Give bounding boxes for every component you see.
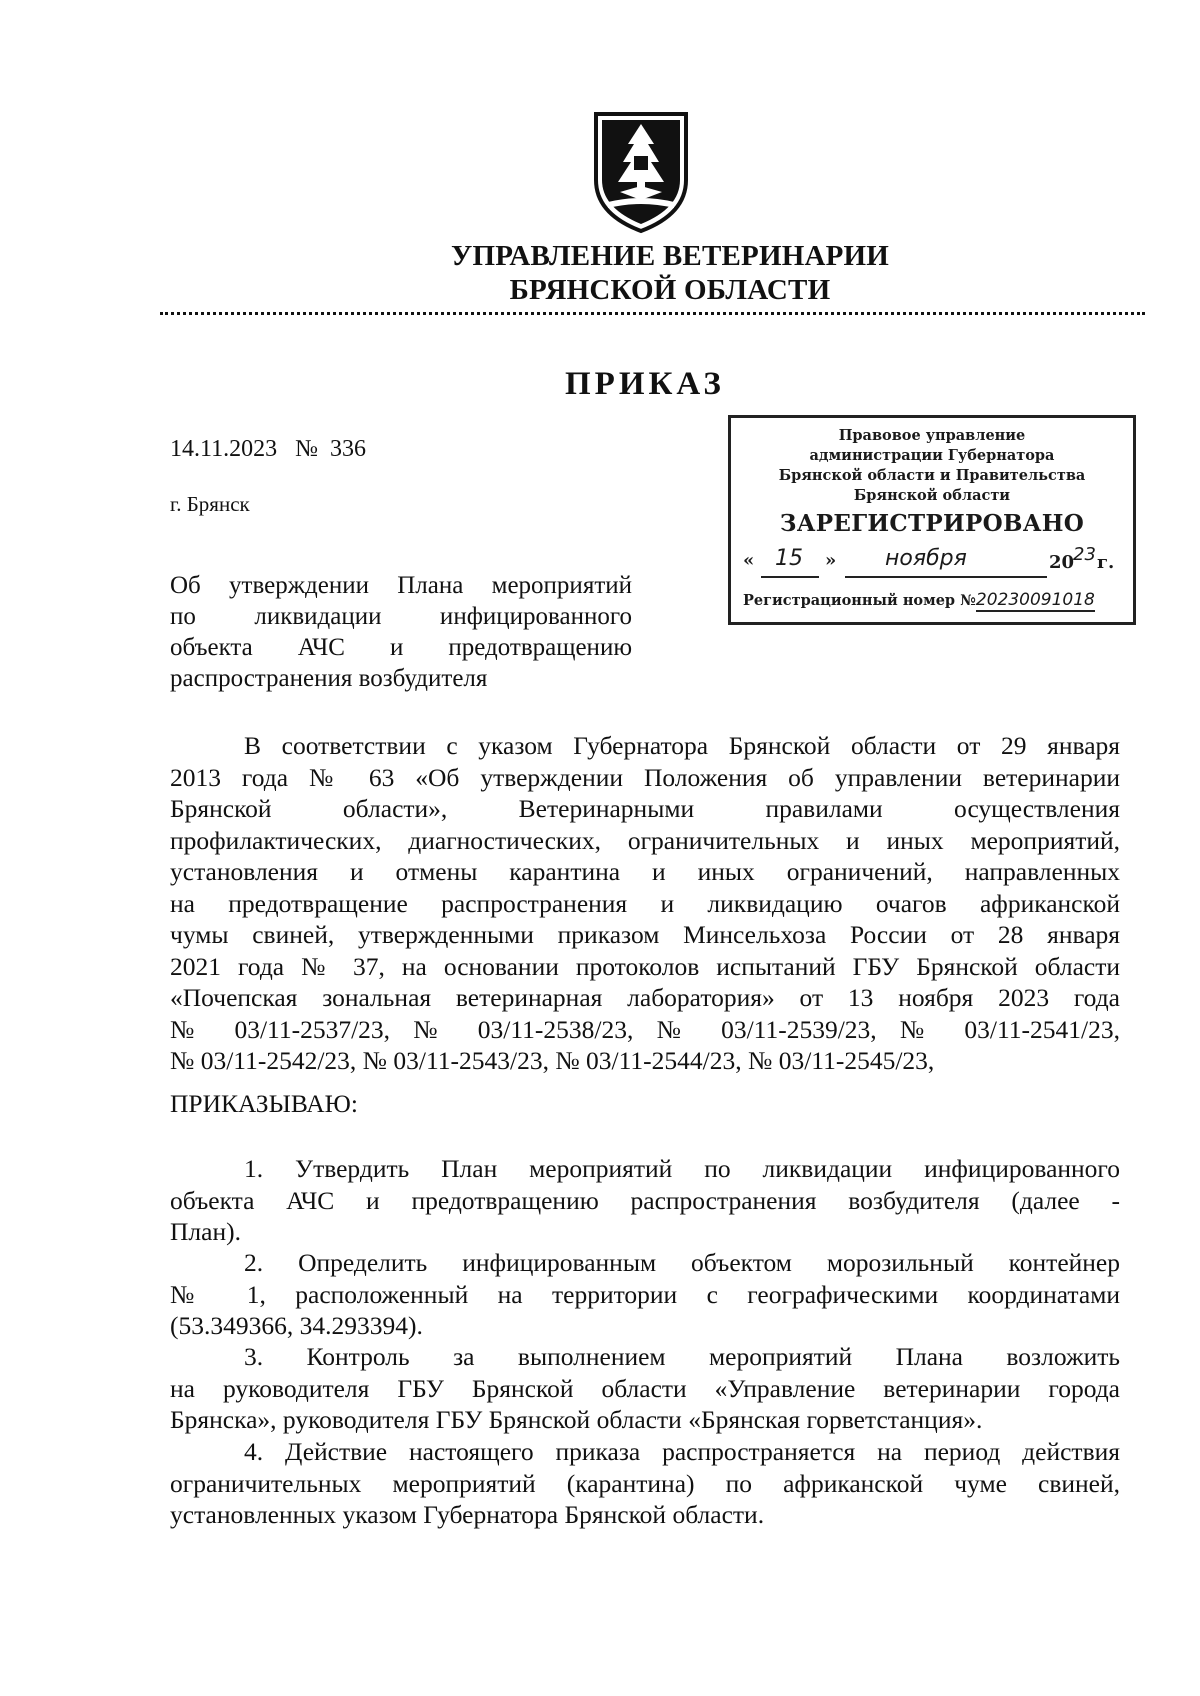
stamp-registration-number: 20230091018 bbox=[975, 590, 1095, 610]
preamble-line: № 03/11-2537/23, № 03/11-2538/23, № 03/11-2539/23, № 03/11-2541/23, bbox=[170, 1014, 1120, 1044]
stamp-year-suffix: г. bbox=[1097, 552, 1115, 573]
document-city: г. Брянск bbox=[170, 492, 250, 516]
stamp-authority-line: Правовое управление bbox=[838, 427, 1026, 444]
item-line: установленных указом Губернатора Брянской области. bbox=[170, 1500, 765, 1529]
preamble-line: профилактических, диагностических, ограничительных и иных мероприятий, bbox=[170, 825, 1120, 855]
item-line: План). bbox=[170, 1217, 241, 1246]
preamble-line: установления и отмены карантина и иных ограничений, направленных bbox=[170, 857, 1120, 886]
order-item-3 bbox=[170, 1341, 1120, 1436]
item-line: 1. Утвердить План мероприятий по ликвидации инфицированного bbox=[244, 1154, 1120, 1183]
header-divider bbox=[160, 312, 1145, 315]
registration-stamp bbox=[728, 415, 1136, 625]
preamble-line: № 03/11-2542/23, № 03/11-2543/23, № 03/11-2544/23, № 03/11-2545/23, bbox=[170, 1046, 935, 1075]
preamble-line: 2013 года № 63 «Об утверждении Положения об управлении ветеринарии bbox=[170, 762, 1120, 792]
subject-line: объекта АЧС и предотвращению bbox=[170, 634, 632, 661]
stamp-date-row bbox=[743, 544, 1127, 584]
stamp-quote-close: » bbox=[825, 550, 837, 571]
stamp-day-underline bbox=[761, 576, 819, 578]
order-item-2 bbox=[170, 1247, 1120, 1342]
stamp-quote-open: « bbox=[743, 550, 755, 571]
document-type-title: ПРИКАЗ bbox=[565, 366, 725, 402]
preamble-line: В соответствии с указом Губернатора Брянской области от 29 января bbox=[244, 731, 1120, 760]
preamble-line: 2021 года № 37, на основании протоколов испытаний ГБУ Брянской области bbox=[170, 951, 1120, 981]
item-line: ограничительных мероприятий (карантина) по африканской чуме свиней, bbox=[170, 1468, 1120, 1498]
item-line: (53.349366, 34.293394). bbox=[170, 1311, 423, 1340]
item-line: № 1, расположенный на территории с географическими координатами bbox=[170, 1279, 1120, 1309]
bryansk-coat-of-arms-icon bbox=[590, 110, 692, 235]
stamp-month-underline bbox=[845, 576, 1047, 578]
organization-name-line-2: БРЯНСКОЙ ОБЛАСТИ bbox=[509, 274, 831, 306]
stamp-registration-label: Регистрационный номер № bbox=[743, 592, 976, 609]
stamp-authority-line: администрации Губернатора bbox=[809, 447, 1055, 464]
organization-name-line-1: УПРАВЛЕНИЕ ВЕТЕРИНАРИИ bbox=[450, 240, 890, 272]
subject-line: распространения возбудителя bbox=[170, 665, 488, 692]
order-word: ПРИКАЗЫВАЮ: bbox=[170, 1089, 358, 1118]
order-item-1 bbox=[170, 1153, 1120, 1248]
preamble-line: Брянской области», Ветеринарными правилами осуществления bbox=[170, 794, 1120, 823]
preamble-paragraph bbox=[170, 730, 1120, 1077]
item-line: 2. Определить инфицированным объектом морозильный контейнер bbox=[244, 1248, 1120, 1277]
stamp-month-handwritten: ноября bbox=[885, 546, 967, 571]
document-subject bbox=[170, 570, 632, 694]
item-line: 4. Действие настоящего приказа распространяется на период действия bbox=[244, 1437, 1120, 1466]
stamp-year-handwritten: 23 bbox=[1073, 544, 1096, 565]
item-line: на руководителя ГБУ Брянской области «Управление ветеринарии города bbox=[170, 1373, 1120, 1403]
document-date-number: 14.11.2023 № 336 bbox=[170, 436, 367, 462]
stamp-status: ЗАРЕГИСТРИРОВАНО bbox=[779, 510, 1085, 537]
subject-line: по ликвидации инфицированного bbox=[170, 603, 632, 630]
preamble-line: «Почепская зональная ветеринарная лаборатория» от 13 ноября 2023 года bbox=[170, 983, 1120, 1012]
subject-line: Об утверждении Плана мероприятий bbox=[170, 572, 632, 599]
stamp-authority-line: Брянской области и Правительства bbox=[778, 467, 1086, 484]
item-line: объекта АЧС и предотвращению распространения возбудителя (далее - bbox=[170, 1185, 1120, 1215]
preamble-line: чумы свиней, утвержденными приказом Минсельхоза России от 28 января bbox=[170, 920, 1120, 949]
item-line: 3. Контроль за выполнением мероприятий Плана возложить bbox=[244, 1342, 1120, 1371]
preamble-line: на предотвращение распространения и ликвидацию очагов африканской bbox=[170, 888, 1120, 918]
stamp-authority-line: Брянской области bbox=[853, 487, 1011, 504]
stamp-registration-row bbox=[743, 590, 1133, 610]
item-line: Брянска», руководителя ГБУ Брянской области «Брянская горветстанция». bbox=[170, 1405, 983, 1434]
order-item-4 bbox=[170, 1436, 1120, 1531]
stamp-year-prefix: 20 bbox=[1049, 552, 1075, 573]
stamp-day-handwritten: 15 bbox=[775, 546, 803, 571]
